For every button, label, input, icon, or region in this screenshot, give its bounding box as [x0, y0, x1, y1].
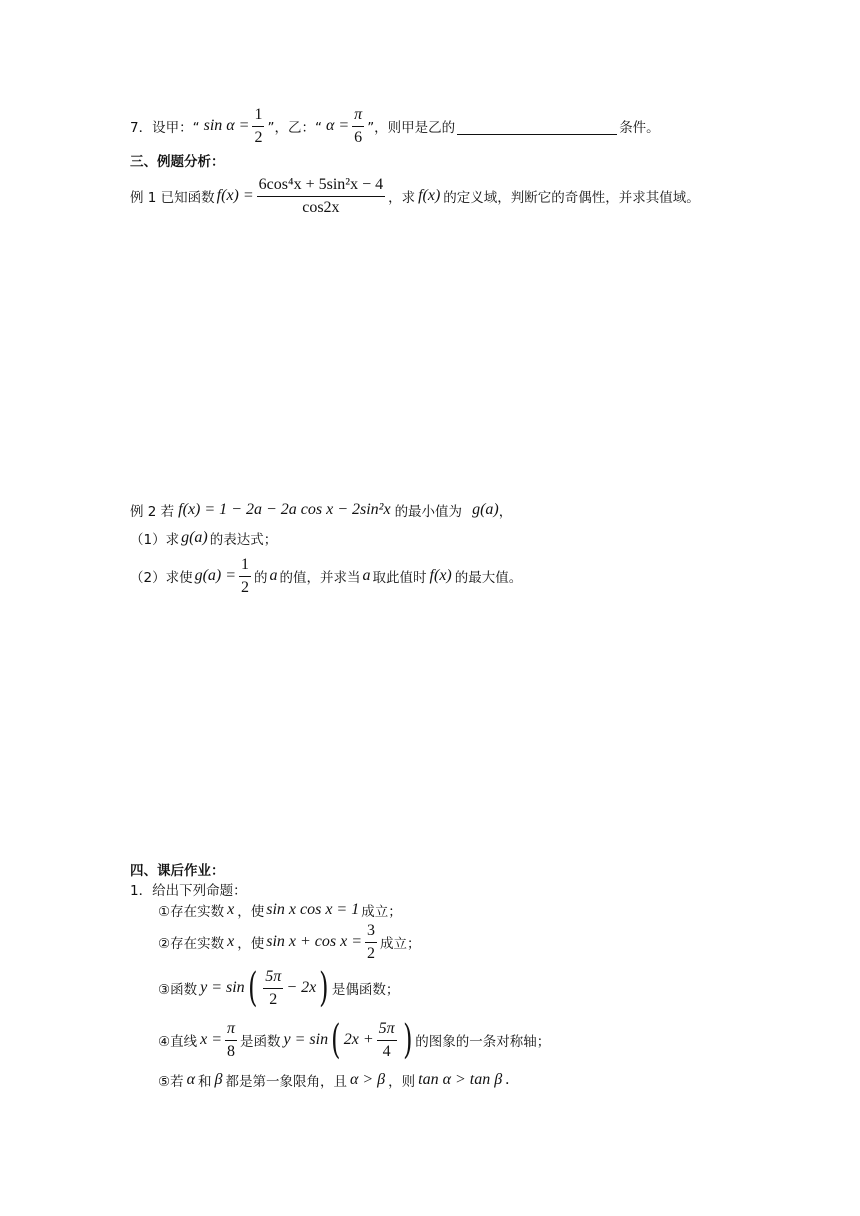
- section-4-title: 四、课后作业：: [130, 863, 225, 879]
- q7-mid: ”，乙：“: [267, 120, 322, 136]
- right-paren: ): [319, 965, 329, 1011]
- ex2-text-a: 的最小值为: [394, 504, 463, 520]
- ex2-p2-fraction: $\frac{1}{2}$: [241, 555, 250, 596]
- section-3-title: 三、例题分析：: [130, 154, 225, 170]
- homework-1-intro: 1．给出下列命题：: [130, 883, 247, 899]
- example-2: [130, 498, 512, 522]
- example-1: [130, 172, 700, 220]
- q7-suffix-b: 条件。: [619, 120, 660, 136]
- hw1-i4-fraction-1: $\frac{\pi}{8}$: [227, 1019, 236, 1060]
- left-paren: (: [247, 965, 258, 1011]
- ex1-label: 例 1 已知函数: [130, 190, 215, 206]
- q7-fraction-2: $\frac{\pi}{6}$: [354, 105, 363, 146]
- q7-suffix-a: ”，则甲是乙的: [367, 120, 456, 136]
- ex1-fx: f(x) =: [216, 187, 254, 204]
- homework-1-item-4: ④直线 x = $\frac{\pi}{8}$ 是函数 y = sin ( 2x + $\frac{5\pi}{4}$ ) 的图象的一条对称轴；: [158, 1017, 551, 1063]
- ex2-p2-fx: f(x): [429, 567, 452, 584]
- ex2-p1-ga: g(a): [181, 529, 208, 546]
- homework-1-item-1: ①存在实数 x ，使 sin x cos x = 1 成立；: [158, 901, 402, 920]
- homework-1-item-5: ⑤若 α 和 β 都是第一象限角，且 α > β ，则 tan α > tan β .: [158, 1071, 510, 1090]
- ex1-text-a: ，求: [388, 190, 416, 206]
- ex2-text-b: ，: [498, 504, 513, 520]
- ex1-fx2: f(x): [418, 187, 441, 204]
- hw1-i2-fraction: $\frac{3}{2}$: [367, 921, 376, 962]
- hw1-i3-fraction: $\frac{5\pi}{2}$: [265, 967, 282, 1008]
- homework-1-item-3: ③函数 y = sin ( $\frac{5\pi}{2}$ − 2x ) 是偶函数；: [158, 965, 400, 1011]
- example-2-part-2: （2）求使 g(a) = $\frac{1}{2}$ 的 a 的值，并求当 a 取此值时 f(x) 的最大值。: [130, 555, 523, 596]
- ex2-ga: g(a): [472, 501, 499, 518]
- ex2-label: 例 2 若: [130, 504, 175, 520]
- homework-1-item-2: ②存在实数 x ，使 sin x + cos x = $\frac{3}{2}$ 成立；: [158, 921, 421, 962]
- q7-fraction-1: $\frac{1}{2}$: [254, 105, 263, 146]
- left-paren: (: [331, 1017, 341, 1063]
- ex2-formula: f(x) = 1 − 2a − 2a cos x − 2sin²x: [178, 501, 391, 518]
- q7-prefix: 7．设甲：“: [130, 120, 200, 136]
- q7-sin-alpha: sin α =: [203, 117, 250, 134]
- question-7: [130, 104, 660, 148]
- ex2-p2-ga: g(a) =: [194, 567, 237, 584]
- ex1-text-b: 的定义域，判断它的奇偶性，并求其值域。: [443, 190, 700, 206]
- q7-answer-blank[interactable]: [457, 118, 617, 135]
- hw1-i4-fraction-2: $\frac{5\pi}{4}$: [378, 1019, 395, 1060]
- right-paren: ): [402, 1017, 413, 1063]
- q7-alpha: α =: [325, 117, 350, 134]
- example-2-part-1: （1）求 g(a) 的表达式；: [130, 529, 278, 548]
- ex1-fraction: $\frac{\text{6cos⁴x + 5sin²x − 4}}{\cos 2x}$: [258, 175, 384, 216]
